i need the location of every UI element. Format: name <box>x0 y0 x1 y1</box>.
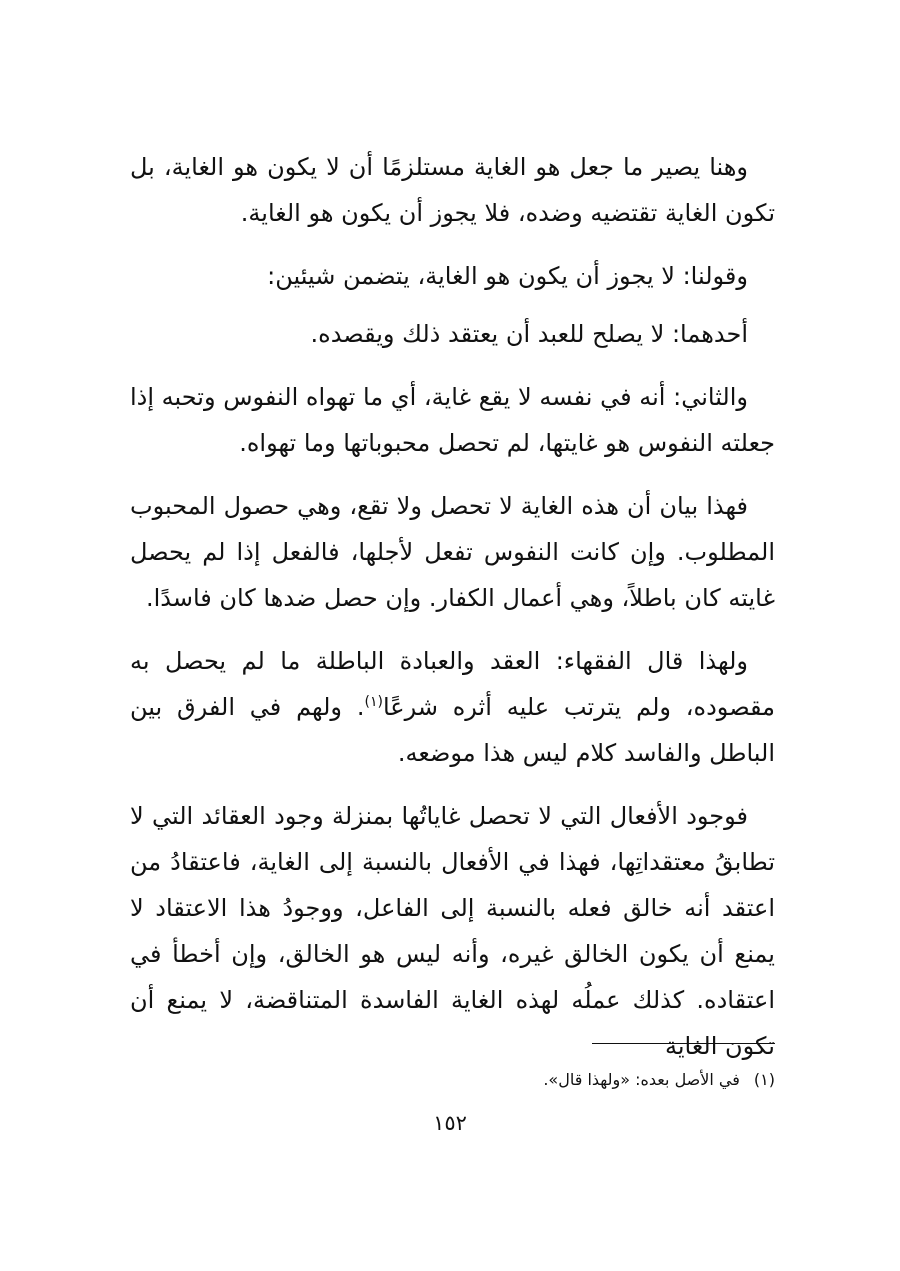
paragraph-6-text-b: . ولهم في الفرق بين الباطل والفاسد كلام ليس هذا موضعه. <box>130 693 775 767</box>
paragraph-7: فوجود الأفعال التي لا تحصل غاياتُها بمنزلة وجود العقائد التي لا تطابقُ معتقداتِها، فهذا في الأفعال بالنسبة إلى الغاية، فاعتقادُ من اعتقد أنه خالق فعله بالنسبة إلى الفاعل، ووجودُ هذا الاعتقاد لا يمنع أن يكون الخالق غيره، وأنه ليس هو الخالق، وإن أخطأ في اعتقاده. كذلك عملُه لهذه الغاية الفاسدة المتناقضة، لا يمنع أن تكون الغاية <box>130 802 775 1060</box>
page-number: ١٥٢ <box>433 1111 467 1135</box>
paragraph-6-text-a: ولهذا قال الفقهاء: العقد والعبادة الباطلة ما لم يحصل به مقصوده، ولم يترتب عليه أثره شرعًا <box>130 647 776 721</box>
footnote <box>130 1068 775 1092</box>
footnote-number: (١) <box>753 1070 775 1089</box>
paragraph-4: والثاني: أنه في نفسه لا يقع غاية، أي ما تهواه النفوس وتحبه إذا جعلته النفوس هو غايتها، لم تحصل محبوباتها وما تهواه. <box>130 383 775 457</box>
paragraph-3: أحدهما: لا يصلح للعبد أن يعتقد ذلك ويقصده. <box>310 320 748 348</box>
footnote-separator <box>592 1043 775 1044</box>
main-text <box>130 144 775 1086</box>
footnote-text: في الأصل بعده: «ولهذا قال». <box>543 1070 740 1089</box>
paragraph-5: فهذا بيان أن هذه الغاية لا تحصل ولا تقع، وهي حصول المحبوب المطلوب. وإن كانت النفوس تفعل لأجلها، فالفعل إذا لم يحصل غايته كان باطلاً، وهي أعمال الكفار. وإن حصل ضدها كان فاسدًا. <box>130 492 775 612</box>
paragraph-2: وقولنا: لا يجوز أن يكون هو الغاية، يتضمن شيئين: <box>267 262 748 290</box>
paragraph-1: وهنا يصير ما جعل هو الغاية مستلزمًا أن لا يكون هو الغاية، بل تكون الغاية تقتضيه وضده، فلا يجوز أن يكون هو الغاية. <box>130 153 775 227</box>
paragraph-6 <box>130 638 775 776</box>
footnote-reference[interactable]: (١) <box>364 694 383 710</box>
